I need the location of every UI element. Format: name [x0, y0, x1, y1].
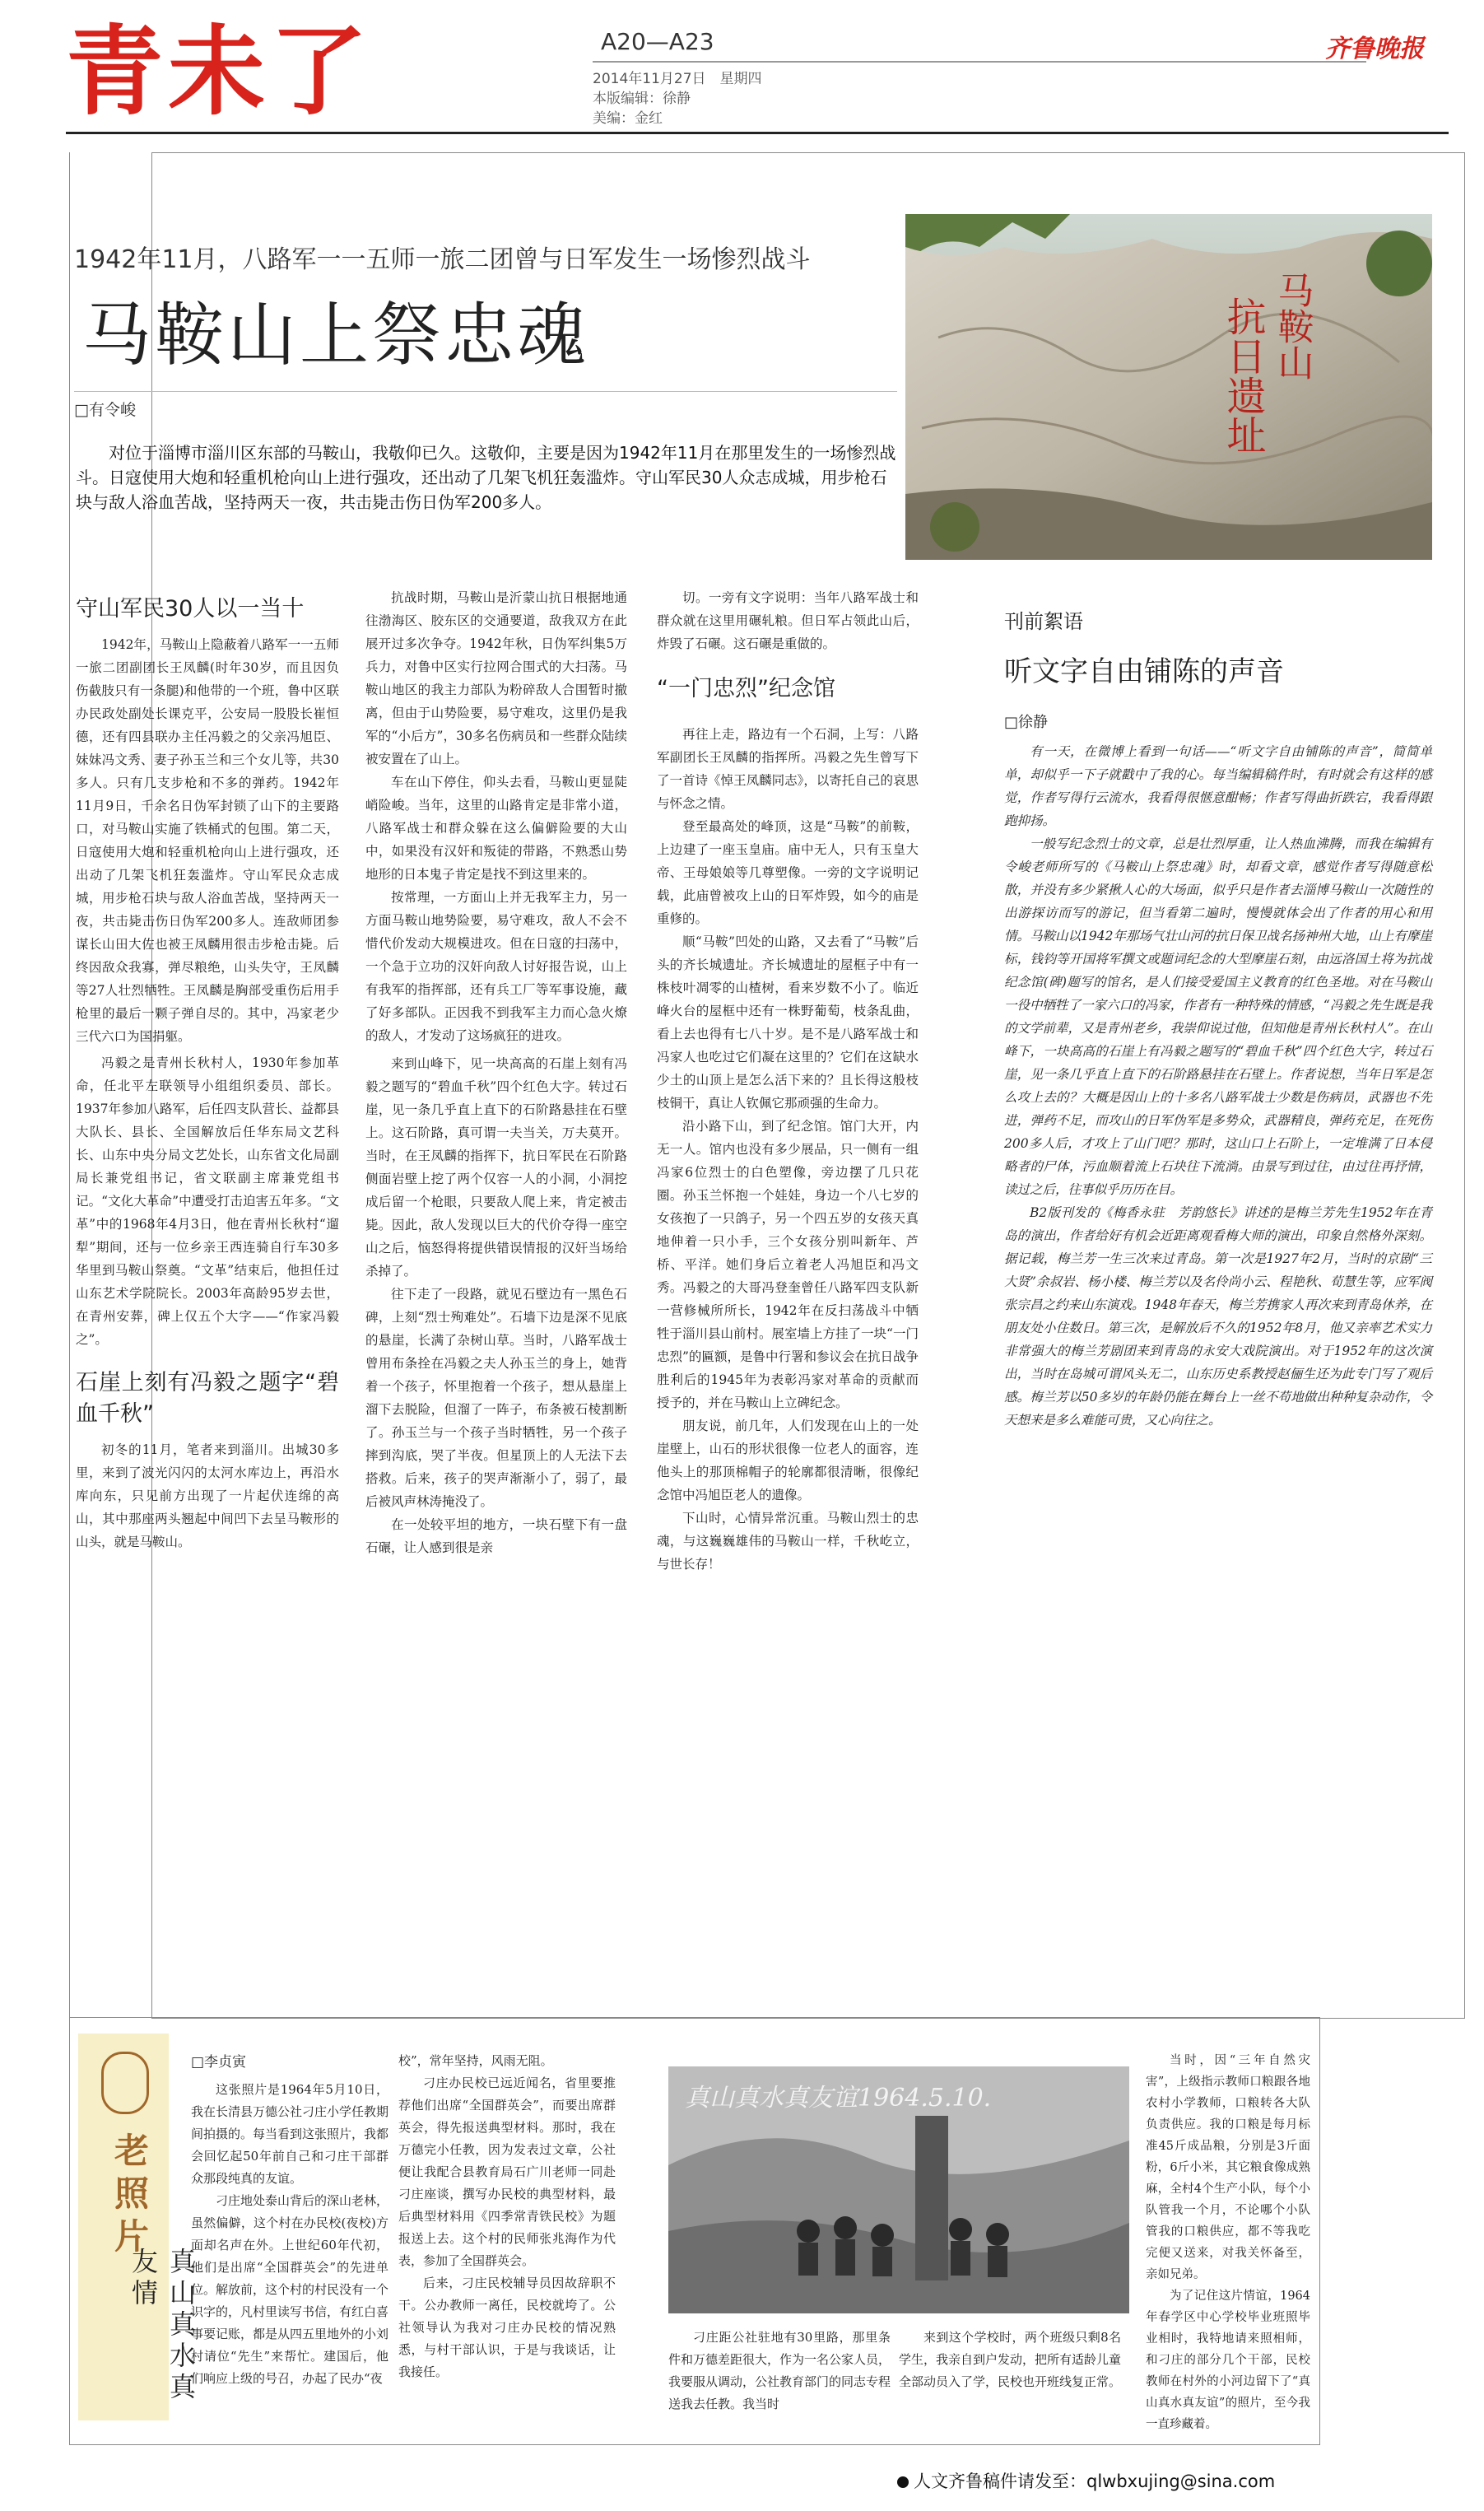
paragraph: 车在山下停住，仰头去看，马鞍山更显陡峭险峻。当年，这里的山路肯定是非常小道，八路军战士和群众躲在这么偏僻险要的大山中，如果没有汉奸和叛徒的带路，不熟悉山势地形的日本鬼子肯定是找不到这里来的。: [365, 775, 627, 882]
masthead-divider: [593, 61, 1366, 63]
paragraph: 登至最高处的峰顶，这是“马鞍”的前鞍，上边建了一座玉皇庙。庙中无人，只有玉皇大帝、王母娘娘等几尊塑像。一旁的文字说明记载，此庙曾被攻上山的日军炸毁，如今的庙是重修的。: [657, 819, 919, 926]
old-photo-column-2: [398, 2050, 616, 2383]
section-heading-inscription: 石崖上刻有冯毅之题字“碧血千秋”: [76, 1370, 339, 1427]
paragraph: 沿小路下山，到了纪念馆。馆门大开，内无一人。馆内也没有多少展品，只一侧有一组冯家6位烈士的白色塑像，旁边摆了几只花圈。孙玉兰怀抱一个娃娃，身边一个八七岁的女孩抱了一只鸽子，另一个四五岁的女孩天真地伸着一只小手，三个女孩分别叫新年、芦桥、平洋。她们身后立着老人冯旭臣和冯文秀。冯毅之的大哥冯登奎曾任八路军四支队新一营修械所所长，1942年在反扫荡战斗中牺牲于淄川县山前村。展室墙上方挂了一块“一门忠烈”的匾额，是鲁中行署和参议会在抗日战争胜利后的1945年为表彰冯家对革命的贡献而授予的，并在马鞍山上立碑纪念。: [657, 1119, 919, 1410]
paragraph: 切。一旁有文字说明：当年八路军战士和群众就在这里用碾轧粮。但日军占领此山后，炸毁了石碾。这石碾是重做的。: [657, 590, 919, 651]
paragraph: 来到这个学校时，两个班级只剩8名学生，我亲自到户发动，把所有适龄儿童全部动员入了学，民校也开班线复正常。: [899, 2330, 1122, 2389]
film-reel-icon: [101, 2052, 149, 2114]
paragraph: 1942年，马鞍山上隐蔽着八路军一一五师一旅二团副团长王凤麟(时年30岁，而且因负伤截肢只有一条腿)和他带的一个班，鲁中区联办民政处副处长课克平，公安局一股股长崔恒德，还有四县联办主任冯毅之的父亲冯旭臣、妹妹冯文秀、妻子孙玉兰和三个女儿等，共30多人。只有几支步枪和不多的弹药。1942年11月9日，千余名日伪军封锁了山下的主要路口，对马鞍山实施了铁桶式的包围。第二天，日寇使用大炮和轻重机枪向山上进行强攻，还出动了几架飞机狂轰滥炸。守山军民众志成城，用步枪石块与敌人浴血苦战，坚持两天一夜，共击毙击伤日伪军200多人。连敌师团参谋长山田大佐也被王凤麟用很击步枪击毙。后终因敌众我寡，弹尽粮绝，山头失守，王凤麟等27人壮烈牺牲。王凤麟是胸部受重伤后用手枪里的最后一颗子弹自尽的。其中，冯家老少三代六口为国捐躯。: [76, 637, 339, 1044]
old-photo-column-banner: [78, 2033, 197, 2420]
paragraph: 为了记住这片情谊，1964年春学区中心学校毕业班照毕业相时，我特地请来照相师，和刁庄的部分几个干部，民校教师在村外的小河边留下了“真山真水真友谊”的照片，至今我一直珍藏着。: [1146, 2290, 1310, 2431]
group-photo: [668, 2066, 1129, 2313]
cliff-illustration: [905, 214, 1432, 560]
old-photo-column-4: [899, 2327, 1121, 2393]
paragraph: 来到山峰下，见一块高高的石崖上刻有冯毅之题写的“碧血千秋”四个红色大字。转过石崖，见一条几乎直上直下的石阶路悬挂在石壁上。这石阶路，真可谓一夫当关，万夫莫开。当时，在王凤麟的指挥下，抗日军民在石阶路侧面岩壁上挖了两个仅容一人的小洞，小洞挖成后留一个枪眼，只要敌人爬上来，肯定被击毙。因此，敌人发现以巨大的代价夺得一座空山之后，恼怒得将提供错误情报的汉奸当场给杀掉了。: [365, 1056, 627, 1279]
page-range: A20—A23: [601, 28, 714, 55]
section-heading-defenders: 守山军民30人以一当十: [76, 596, 305, 622]
section-title: 青未了: [66, 15, 373, 128]
frame-left-edge: [69, 152, 70, 2019]
section-heading-memorial: “一门忠烈”纪念馆: [657, 676, 835, 701]
old-photo-byline: □李贞寅: [191, 2054, 247, 2071]
editor-note-byline: □徐静: [1004, 714, 1049, 731]
article-column-1: [76, 589, 339, 1554]
paragraph: 有一天，在微博上看到一句话——“听文字自由铺陈的声音”，简简单单，却似乎一下子就戳中了我的心。每当编辑稿件时，有时就会有这样的感觉，作者写得行云流水，我看得很惬意酣畅；作者写得曲折跌宕，我看得跟跑抑扬。: [1004, 744, 1432, 828]
paragraph: 再往上走，路边有一个石洞，上写：八路军副团长王凤麟的指挥所。冯毅之先生曾写下了一首诗《悼王凤麟同志》，以寄托自己的哀思与怀念之情。: [657, 727, 919, 811]
paragraph: 下山时，心情异常沉重。马鞍山烈士的忠魂，与这巍巍雄伟的马鞍山一样，千秋屹立，与世长存！: [657, 1511, 919, 1572]
issue-date: 2014年11月27日 星期四: [593, 71, 762, 87]
paragraph: 顺“马鞍”凹处的山路，又去看了“马鞍”后头的齐长城遗址。齐长城遗址的屋框子中有一株枝叶凋零的山楂树，看来岁数不小了。临近峰火台的屋框中还有一株野葡萄，枝条乱曲，看上去也得有七八十岁。是不是八路军战士和冯家人也吃过它们凝在这里的？它们在这缺水少土的山顶上是怎么活下来的？且长得这般枝枝铜干，真让人钦佩它那顽强的生命力。: [657, 934, 919, 1111]
editor-note-title: 听文字自由铺陈的声音: [1004, 655, 1284, 688]
paragraph: 刁庄地处泰山背后的深山老林，虽然偏僻，这个村在办民校(夜校)方面却名声在外。上世纪60年代初，他们是出席“全国群英会”的先进单位。解放前，这个村的村民没有一个识字的，凡村里读写书信，有红白喜事要记账，都是从四五里地外的小刘村请位“先生”来帮忙。建国后，他们响应上级的号召，办起了民办“夜: [191, 2193, 389, 2386]
article-subtitle: 1942年11月，八路军一一五师一旅二团曾与日军发生一场惨烈战斗: [74, 245, 811, 274]
editor-credit: 本版编辑：徐静: [593, 91, 691, 107]
article-column-2: [365, 586, 627, 1559]
bullet-icon: [897, 2476, 909, 2488]
editor-note-column: [1004, 605, 1432, 1432]
article-byline: □有令峻: [74, 401, 136, 419]
paragraph: 后来，刁庄民校辅导员因故辞职不干。公办教师一离任，民校就垮了。公社领导认为我对刁庄办民校的情况熟悉，与村干部认识，于是与我谈话，让我接任。: [398, 2276, 616, 2379]
old-photo-column-title: 老照片: [109, 2132, 150, 2261]
paragraph: 刁庄办民校已远近闻名，省里要推荐他们出席“全国群英会”，而要出席群英会，得先报送典型材料。那时，我在万德完小任教，因为发表过文章，公社便让我配合县教育局石广川老师一同赴刁庄座谈，撰写办民校的典型材料，最后典型材料用《四季常青铁民校》为题报送上去。这个村的民师张兆海作为代表，参加了全国群英会。: [398, 2075, 616, 2268]
headline-rule: [74, 391, 897, 392]
designer-credit: 美编：金红: [593, 110, 663, 127]
paragraph: 这张照片是1964年5月10日，我在长清县万德公社刁庄小学任教期间拍摄的。每当看到这张照片，我都会回忆起50年前自己和刁庄干部群众那段纯真的友谊。: [191, 2082, 389, 2186]
paragraph: 往下走了一段路，就见石壁边有一黑色石碑，上刻“烈士殉难处”。石墙下边是深不见底的悬崖，长满了杂树山草。当时，八路军战士曾用布条拴在冯毅之夫人孙玉兰的身上，她背着一个孩子，怀里抱着一个孩子，想从悬崖上溜下去脱险，但溜了一阵子，布条被石棱割断了。孙玉兰与一个孩子当时牺牲，另一个孩子摔到沟底，哭了半夜。但星顶上的人无法下去搭救。后来，孩子的哭声渐渐小了，弱了，最后被风声林涛掩没了。: [365, 1287, 627, 1509]
article-column-3: [657, 586, 919, 1576]
paragraph: 刁庄距公社驻地有30里路，那里条件和万德差距很大，作为一名公家人员，我要服从调动，公社教育部门的同志专程送我去任教。我当时: [668, 2330, 891, 2411]
old-photo-subtitle: 真山真水真友情: [128, 2248, 197, 2404]
masthead-rule: [66, 132, 1449, 134]
paragraph: 一般写纪念烈士的文章，总是壮烈厚重，让人热血沸腾，而我在编辑有令峻老师所写的《马鞍山上祭忠魂》时，却看文章，感觉作者写得随意松散，并没有多少紧揪人心的大场面，似乎只是作者去淄博马鞍山一次随性的出游探访而写的游记，但当看第二遍时，慢慢就体会出了作者的用心和用情。马鞍山以1942年那场气壮山河的抗日保卫战名扬神州大地，山上有摩崖标，钱钧等开国将军撰文或题词纪念的大型摩崖石刻，由远洛国土将为抗战纪念馆(碑)题写的馆名，是人们接受爱国主义教育的红色圣地。对在马鞍山一役中牺牲了一家六口的冯家，作者有一种特殊的情感，“冯毅之先生既是我的文学前辈，又是青州老乡，我崇仰说过他，但知他是青州长秋村人”。在山峰下，一块高高的石崖上有冯毅之题写的“碧血千秋”四个红色大字，转过石崖，见一条几乎直上直下的石阶路悬挂在石壁上。作者说想，当年日军是怎么攻上去的？大概是因山上的十多名八路军战士少数是伤病员，武器也不先进，弹药不足，而攻山的日军伪军是多势众，武器精良，弹药充足，在死伤200多人后，才攻上了山门吧？那时，这山口上石阶上，一定堆满了日本侵略者的尸体，污血顺着流上石块往下流淌。由景写到过往，由过往再抒情，读过之后，往事似乎历历在目。: [1004, 836, 1432, 1197]
article-headline: 马鞍山上祭忠魂: [82, 295, 590, 375]
inscription-line-1: 马鞍山: [1271, 272, 1314, 380]
article-lead: 对位于淄博市淄川区东部的马鞍山，我敬仰已久。这敬仰，主要是因为1942年11月在那里发生的一场惨烈战斗。日寇使用大炮和轻重机枪向山上进行强攻，还出动了几架飞机狂轰滥炸。守山军民30人众志成城，用步枪石块与敌人浴血苦战，坚持两天一夜，共击毙击伤日伪军200多人。: [76, 443, 896, 512]
newspaper-logo: 齐鲁晚报: [1325, 35, 1424, 63]
old-photo-column-5: [1146, 2050, 1310, 2435]
photo-handwritten-caption: 真山真水真友谊1964.5.10.: [685, 2084, 992, 2113]
group-photo-illustration: [668, 2066, 1129, 2313]
paragraph: B2版刊发的《梅香永驻 芳韵悠长》讲述的是梅兰芳先生1952年在青岛的演出，作者给好有机会近距离观看梅大师的演出，印象自然格外深刻。据记载，梅兰芳一生三次来过青岛。第一次是1927年2月，当时的京剧“三大贤”余叔岩、杨小楼、梅兰芳以及名伶尚小云、程艳秋、荀慧生等，应军阀张宗昌之约来山东演戏。1948年春天，梅兰芳携家人再次来到青岛休养，在朋友处小住数日。第三次，是解放后不久的1952年8月，他又亲率艺术实力非常强大的梅兰芳剧团来到青岛的永安大戏院演出。对于1952年的这次演出，当时在岛城可谓风头无二，山东历史系教授赵俪生还为此专门写了观后感。梅兰芳以50多岁的年龄仍能在舞台上一丝不苟地做出种种复杂动作，令天想来是多么难能可贵，又心向往之。: [1004, 1205, 1432, 1428]
old-photo-column-1: [191, 2079, 388, 2390]
editor-note-kicker: 刊前絮语: [1004, 610, 1083, 633]
paragraph: 校”，常年坚持，风雨无阻。: [398, 2053, 553, 2068]
submission-contact: [897, 2468, 1275, 2493]
old-photo-column-3: [668, 2327, 891, 2415]
mountain-inscription-photo: [905, 214, 1432, 560]
paragraph: 冯毅之是青州长秋村人，1930年参加革命，任北平左联领导小组组织委员、部长。1937年参加八路军，后任四支队营长、益都县大队长、县长、全国解放后任华东局文艺科长、山东中央分局文艺处长，山东省文化局副局长兼党组书记，省文联副主席兼党组书记。“文化大革命”中遭受打击迫害五年多。“文革”中的1968年4月3日，他在青州长秋村“遛犁”期间，还与一位乡亲王西连骑自行车30多华里到马鞍山祭奠。“文革”结束后，他担任过山东艺术学院院长。2003年高龄95岁去世，在青州安葬，碑上仅五个大字——“作家冯毅之”。: [76, 1055, 339, 1347]
paragraph: 在一处较平坦的地方，一块石壁下有一盘石碾，让人感到很是亲: [365, 1517, 627, 1555]
paragraph: 初冬的11月，笔者来到淄川。出城30多里，来到了波光闪闪的太河水库边上，再沿水库向东，只见前方出现了一片起伏连绵的高山，其中那座两头翘起中间凹下去呈马鞍形的山头，就是马鞍山。: [76, 1442, 339, 1549]
submission-contact-text: 人文齐鲁稿件请发至：qlwbxujing@sina.com: [914, 2471, 1276, 2491]
paragraph: 当时，因“三年自然灾害”，上级指示教师口粮跟各地农村小学教师，口粮转各大队负责供应。我的口粮是每月标准45斤成品粮，分别是3斤面粉，6斤小米，其它粮食像成熟麻，全村4个生产小队，每个小队管我一个月，不论哪个小队管我的口粮供应，都不等我吃完便又送来，对我关怀备至，亲如兄弟。: [1146, 2054, 1310, 2281]
paragraph: 抗战时期，马鞍山是沂蒙山抗日根据地通往渤海区、胶东区的交通要道，敌我双方在此展开过多次争夺。1942年秋，日伪军纠集5万兵力，对鲁中区实行拉网合围式的大扫荡。马鞍山地区的我主力部队为粉碎敌人合围暂时撤离，但由于山势险要，易守难攻，这里仍是我军的“小后方”，30多名伤病员和一些群众陆续被安置在了山上。: [365, 590, 627, 766]
masthead-meta: [593, 69, 762, 128]
inscription-line-2: 抗日遗址: [1220, 296, 1266, 454]
paragraph: 按常理，一方面山上并无我军主力，另一方面马鞍山地势险要，易守难攻，敌人不会不惜代价发动大规模进攻。但在日寇的扫荡中，一个急于立功的汉奸向敌人讨好报告说，山上有我军的指挥部，还有兵工厂等军事设施，藏了好多部队。正因我不到我军主力而心急火燎的敌人，才发动了这场疯狂的进攻。: [365, 890, 627, 1043]
paragraph: 朋友说，前几年，人们发现在山上的一处崖壁上，山石的形状很像一位老人的面容，连他头上的那顶棉帽子的轮廓都很清晰，很像纪念馆中冯旭臣老人的遗像。: [657, 1419, 919, 1502]
